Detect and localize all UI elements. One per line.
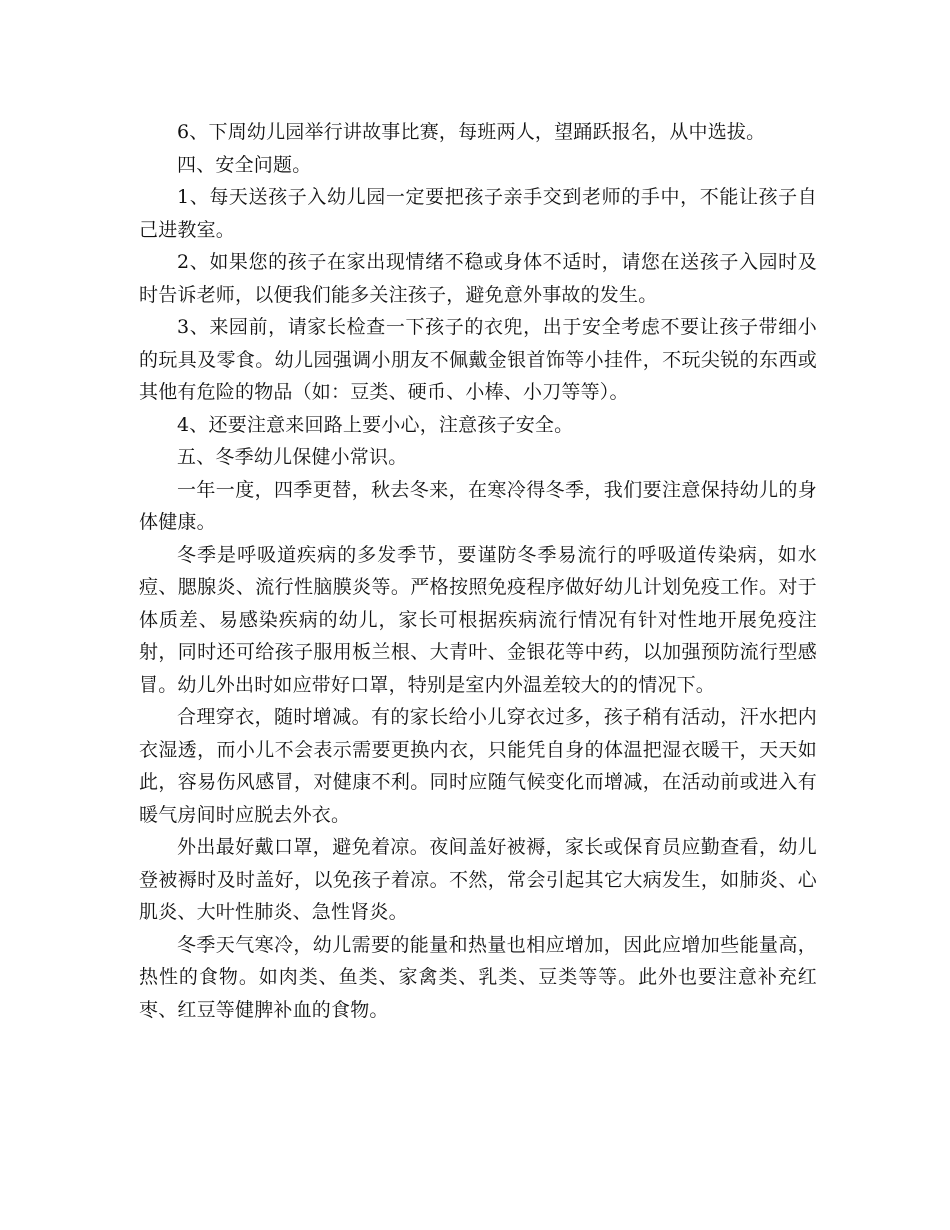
paragraph-respiratory-disease: 冬季是呼吸道疾病的多发季节，要谨防冬季易流行的呼吸道传染病，如水痘、腮腺炎、流行性脑膜炎等。严格按照免疫程序做好幼儿计划免疫工作。对于体质差、易感染疾病的幼儿，家长可根据疾病流行情况有针对性地开展免疫注射，同时还可给孩子服用板兰根、大青叶、金银花等中药，以加强预防流行型感冒。幼儿外出时如应带好口罩，特别是室内外温差较大的的情况下。 <box>139 543 817 696</box>
paragraph-safety-3: 3、来园前，请家长检查一下孩子的衣兜，出于安全考虑不要让孩子带细小的玩具及零食。幼儿园强调小朋友不佩戴金银首饰等小挂件，不玩尖锐的东西或其他有危险的物品（如：豆类、硬币、小棒、小刀等等）。 <box>139 316 817 403</box>
paragraph-safety-2: 2、如果您的孩子在家出现情绪不稳或身体不适时，请您在送孩子入园时及时告诉老师，以便我们能多关注孩子，避免意外事故的发生。 <box>139 251 817 306</box>
heading-winter-health: 五、冬季幼儿保健小常识。 <box>177 446 408 468</box>
paragraph-clothing: 合理穿衣，随时增减。有的家长给小儿穿衣过多，孩子稍有活动，汗水把内衣湿透，而小儿不会表示需要更换内衣，只能凭自身的体温把湿衣暖干，天天如此，容易伤风感冒，对健康不利。同时应随气候变化而增减，在活动前或进入有暖气房间时应脱去外衣。 <box>139 706 817 826</box>
paragraph-mask-bedding: 外出最好戴口罩，避免着凉。夜间盖好被褥，家长或保育员应勤查看，幼儿登被褥时及时盖好，以免孩子着凉。不然，常会引起其它大病发生，如肺炎、心肌炎、大叶性肺炎、急性肾炎。 <box>139 836 817 923</box>
heading-safety-issues: 四、安全问题。 <box>177 153 312 176</box>
paragraph-winter-intro: 一年一度，四季更替，秋去冬来，在寒冷得冬季，我们要注意保持幼儿的身体健康。 <box>139 478 817 533</box>
paragraph-story-contest: 6、下周幼儿园举行讲故事比赛，每班两人，望踊跃报名，从中选拔。 <box>177 121 766 143</box>
paragraph-diet: 冬季天气寒冷，幼儿需要的能量和热量也相应增加，因此应增加些能量高，热性的食物。如肉类、鱼类、家禽类、乳类、豆类等等。此外也要注意补充红枣、红豆等健脾补血的食物。 <box>139 933 817 1021</box>
document-body <box>139 116 817 1026</box>
paragraph-safety-1: 1、每天送孩子入幼儿园一定要把孩子亲手交到老师的手中，不能让孩子自己进教室。 <box>139 186 817 241</box>
paragraph-safety-4: 4、还要注意来回路上要小心，注意孩子安全。 <box>177 413 574 436</box>
